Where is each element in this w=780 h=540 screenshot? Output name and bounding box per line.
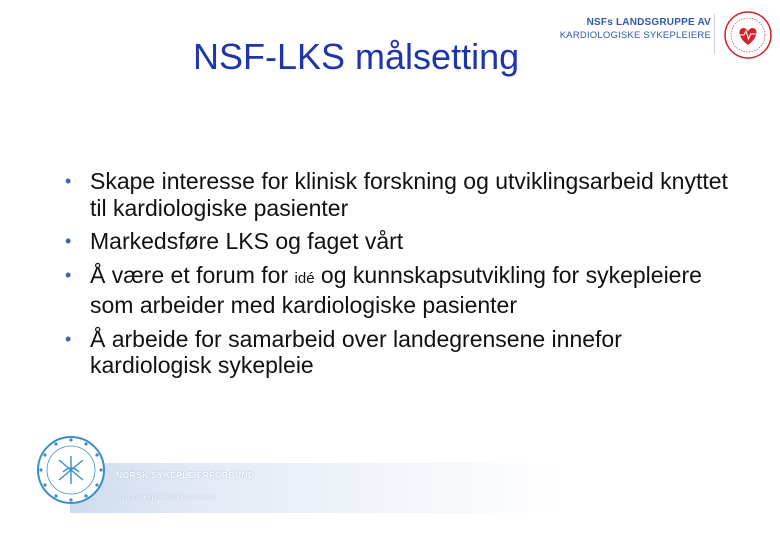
bullet-item	[65, 168, 740, 221]
header-logo-text	[560, 16, 711, 42]
bullet-list	[65, 168, 740, 386]
bullet-dot: •	[65, 328, 72, 349]
bullet-text-start: Å være et forum for	[90, 261, 295, 288]
bullet-item	[65, 325, 740, 379]
bullet-item	[65, 261, 740, 319]
header-logo	[558, 10, 773, 60]
nsf-seal-icon	[35, 434, 107, 506]
header-logo-line1: NSFs LANDSGRUPPE AV	[586, 17, 711, 28]
bullet-item	[65, 228, 740, 255]
bullet-dot: •	[65, 231, 72, 251]
bullet-text-end: og kunnskapsutvikling for sykepleiere som arbeider med kardiologiske pasienter	[90, 261, 702, 318]
footer-org-name: NORSK SYKEPLEIERFORBUND	[116, 470, 255, 480]
bullet-text: Å arbeide for samarbeid over landegrensene innefor kardiologisk sykepleie	[90, 325, 622, 378]
bullet-text-small-word: idé	[294, 269, 315, 287]
bullet-dot: •	[65, 171, 72, 191]
bullet-text: Skape interesse for klinisk forskning og utviklingsarbeid knyttet til kardiologiske pasienter	[90, 168, 728, 221]
heart-seal-icon	[723, 10, 773, 60]
bullet-dot: •	[65, 264, 72, 285]
header-logo-line2: KARDIOLOGISKE SYKEPLEIERE	[559, 30, 711, 41]
slide-title: NSF-LKS målsetting	[193, 36, 520, 77]
header-logo-divider	[714, 14, 715, 54]
footer-url: www.sykepleierforbundet.no	[116, 492, 217, 501]
bullet-text: Markedsføre LKS og faget vårt	[90, 228, 404, 254]
